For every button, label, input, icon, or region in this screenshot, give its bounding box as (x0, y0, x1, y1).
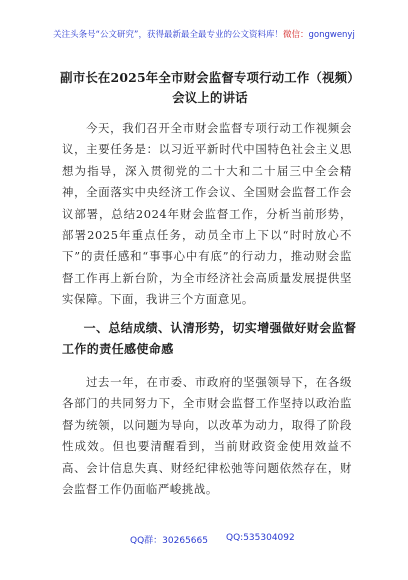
qq-group-text: QQ群：30265665 (130, 536, 208, 546)
body-paragraph-section: 过去一年，在市委、市政府的坚强领导下，在各级各部门的共同努力下，全市财会监督工作坚持以政治监督为统领，以问题为导向，以改革为动力，取得了阶段性成效。但也要清醒看到，当前财政资金使用效益不高、会计信息失真、财经纪律松弛等问题依然存在，财会监督工作仍面临严峻挑战。 (62, 375, 352, 497)
wechat-label: 微信： (282, 30, 309, 40)
section-heading: 一、总结成绩、认清形势，切实增强做好财会监督工作的责任感使命感 (62, 321, 357, 356)
body-paragraph-intro: 今天，我们召开全市财会监督专项行动工作视频会议，主要任务是：以习近平新时代中国特色社会主义思想为指导，深入贯彻党的二十大和二十届三中全会精神，全面落实中央经济工作会议、全国财会监督工作会议部署，总结2024年财会监督工作，分析当前形势，部署2025年重点任务，动员全市上下以“时时放心不下”的责任感和“事事心中有底”的行动力，推动财会监督工作再上新台阶，为全市经济社会高质量发展提供坚实保障。下面，我讲三个方面意见。 (62, 121, 352, 307)
contact-footer (0, 533, 408, 547)
document-title: 副市长在2025年全市财会监督专项行动工作（视频）会议上的讲话 (60, 70, 360, 105)
promo-header (0, 29, 408, 41)
wechat-id: gongwenyj (308, 30, 355, 40)
promo-text: 关注头条号“公文研究”，获得最新最全最专业的公文资料库！ (53, 30, 283, 40)
qq-number-text: QQ:535304092 (226, 533, 295, 543)
